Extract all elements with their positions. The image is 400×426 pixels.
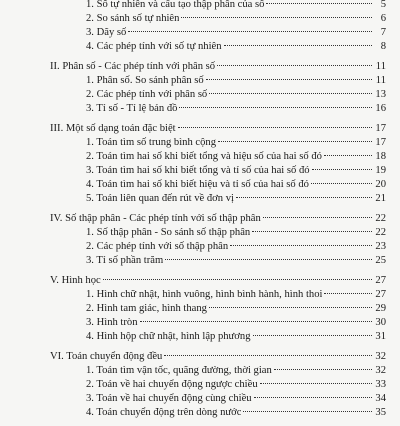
toc-entry[interactable] — [50, 178, 386, 192]
toc-entry-page: 29 — [375, 303, 386, 314]
table-of-contents — [50, 0, 386, 426]
toc-section-3 — [50, 122, 386, 206]
toc-section-heading[interactable] — [50, 350, 386, 364]
toc-entry-page: 34 — [375, 393, 386, 404]
toc-heading-label: VI. Toán chuyển động đều — [50, 351, 163, 362]
toc-entry-page: 31 — [375, 331, 386, 342]
dot-leader — [243, 411, 372, 412]
toc-entry-label: 3. Hình tròn — [86, 317, 138, 328]
toc-entry-label: 3. Tỉ số phần trăm — [86, 255, 164, 266]
toc-entry-page: 16 — [375, 103, 386, 114]
toc-section-heading[interactable] — [50, 122, 386, 136]
dot-leader — [206, 79, 372, 80]
dot-leader — [209, 93, 372, 94]
toc-entry[interactable] — [50, 40, 386, 54]
dot-leader — [274, 369, 372, 370]
dot-leader — [254, 397, 372, 398]
toc-entry-page: 33 — [375, 379, 386, 390]
toc-heading-page: 17 — [375, 123, 386, 134]
toc-section-1 — [50, 0, 386, 54]
toc-heading-label: II. Phân số - Các phép tính với phân số — [50, 61, 216, 72]
toc-entry-page: 21 — [375, 193, 386, 204]
toc-entry[interactable] — [50, 136, 386, 150]
dot-leader — [181, 17, 372, 18]
dot-leader — [224, 45, 372, 46]
toc-entry[interactable] — [50, 88, 386, 102]
dot-leader — [179, 107, 372, 108]
toc-entry-page: 18 — [375, 151, 386, 162]
toc-section-2 — [50, 60, 386, 116]
dot-leader — [230, 245, 372, 246]
toc-entry-page: 7 — [380, 27, 386, 38]
dot-leader — [209, 307, 372, 308]
toc-entry[interactable] — [50, 378, 386, 392]
toc-entry-label: 4. Các phép tính với số tự nhiên — [86, 41, 222, 52]
toc-entry-page: 32 — [375, 365, 386, 376]
toc-entry-label: 2. Toán về hai chuyển động ngược chiều — [86, 379, 258, 390]
toc-heading-page: 11 — [375, 61, 386, 72]
toc-section-heading[interactable] — [50, 212, 386, 226]
toc-entry[interactable] — [50, 330, 386, 344]
toc-entry[interactable] — [50, 0, 386, 12]
dot-leader — [217, 65, 372, 66]
toc-heading-page: 27 — [375, 275, 386, 286]
dot-leader — [236, 197, 372, 198]
dot-leader — [311, 183, 372, 184]
dot-leader — [103, 279, 372, 280]
toc-entry[interactable] — [50, 240, 386, 254]
toc-entry-label: 4. Hình hộp chữ nhật, hình lập phương — [86, 331, 251, 342]
toc-entry-page: 13 — [375, 89, 386, 100]
toc-entry[interactable] — [50, 102, 386, 116]
toc-entry-page: 8 — [380, 41, 386, 52]
dot-leader — [165, 259, 372, 260]
toc-entry[interactable] — [50, 150, 386, 164]
toc-entry[interactable] — [50, 26, 386, 40]
toc-entry-label: 2. Các phép tính với số thập phân — [86, 241, 229, 252]
dot-leader — [312, 169, 372, 170]
toc-entry-label: 3. Tỉ số - Tỉ lệ bản đồ — [86, 103, 178, 114]
dot-leader — [164, 355, 372, 356]
toc-entry[interactable] — [50, 288, 386, 302]
toc-entry[interactable] — [50, 254, 386, 268]
toc-entry[interactable] — [50, 364, 386, 378]
toc-entry-label: 1. Toán tìm vận tốc, quãng đường, thời gian — [86, 365, 272, 376]
dot-leader — [218, 141, 372, 142]
toc-entry-page: 6 — [380, 13, 386, 24]
toc-entry[interactable] — [50, 316, 386, 330]
toc-entry-label: 2. Các phép tính với phân số — [86, 89, 208, 100]
toc-entry-page: 17 — [375, 137, 386, 148]
toc-heading-label: V. Hình học — [50, 275, 101, 286]
toc-entry-page: 20 — [375, 179, 386, 190]
toc-entry-label: 2. Hình tam giác, hình thang — [86, 303, 207, 314]
dot-leader — [324, 155, 372, 156]
dot-leader — [260, 383, 372, 384]
toc-entry-label: 4. Toán chuyển động trên dòng nước — [86, 407, 242, 418]
toc-entry[interactable] — [50, 12, 386, 26]
toc-entry-page: 30 — [375, 317, 386, 328]
toc-entry-label: 1. Số tự nhiên và cấu tạo thập phân của số — [86, 0, 265, 10]
toc-entry-label: 3. Toán về hai chuyển động cùng chiều — [86, 393, 252, 404]
toc-entry-label: 5. Toán liên quan đến rút về đơn vị — [86, 193, 234, 204]
toc-heading-label: IV. Số thập phân - Các phép tính với số thập phân — [50, 213, 261, 224]
toc-entry-page: 35 — [375, 407, 386, 418]
toc-entry-label: 4. Toán tìm hai số khi biết hiệu và tỉ số của hai số đó — [86, 179, 309, 190]
toc-entry-page: 19 — [375, 165, 386, 176]
toc-entry[interactable] — [50, 392, 386, 406]
toc-entry[interactable] — [50, 192, 386, 206]
toc-entry-page: 11 — [375, 75, 386, 86]
toc-section-heading[interactable] — [50, 274, 386, 288]
dot-leader — [128, 31, 372, 32]
toc-entry-label: 3. Toán tìm hai số khi biết tổng và tỉ số của hai số đó — [86, 165, 310, 176]
toc-entry-page: 27 — [375, 289, 386, 300]
dot-leader — [253, 335, 373, 336]
toc-section-heading[interactable] — [50, 60, 386, 74]
toc-entry-page: 25 — [375, 255, 386, 266]
toc-heading-label: III. Một số dạng toán đặc biệt — [50, 123, 176, 134]
toc-entry-label: 1. Phân số. So sánh phân số — [86, 75, 204, 86]
dot-leader — [178, 127, 372, 128]
toc-entry[interactable] — [50, 74, 386, 88]
dot-leader — [140, 321, 373, 322]
toc-entry-label: 2. So sánh số tự nhiên — [86, 13, 180, 24]
toc-section-5 — [50, 274, 386, 344]
toc-section-6 — [50, 350, 386, 420]
toc-entry[interactable] — [50, 164, 386, 178]
toc-entry[interactable] — [50, 302, 386, 316]
toc-entry-page: 22 — [375, 227, 386, 238]
dot-leader — [324, 293, 372, 294]
dot-leader — [252, 231, 372, 232]
toc-entry-page: 5 — [380, 0, 386, 10]
toc-entry[interactable] — [50, 226, 386, 240]
toc-heading-page: 22 — [375, 213, 386, 224]
toc-entry[interactable] — [50, 406, 386, 420]
toc-entry-label: 1. Số thập phân - So sánh số thập phân — [86, 227, 251, 238]
dot-leader — [263, 217, 372, 218]
toc-entry-label: 3. Dãy số — [86, 27, 127, 38]
toc-entry-label: 1. Hình chữ nhật, hình vuông, hình bình hành, hình thoi — [86, 289, 323, 300]
dot-leader — [266, 3, 372, 4]
toc-section-4 — [50, 212, 386, 268]
toc-entry-label: 1. Toán tìm số trung bình cộng — [86, 137, 217, 148]
toc-heading-page: 32 — [375, 351, 386, 362]
toc-entry-label: 2. Toán tìm hai số khi biết tổng và hiệu số của hai số đó — [86, 151, 322, 162]
toc-entry-page: 23 — [375, 241, 386, 252]
